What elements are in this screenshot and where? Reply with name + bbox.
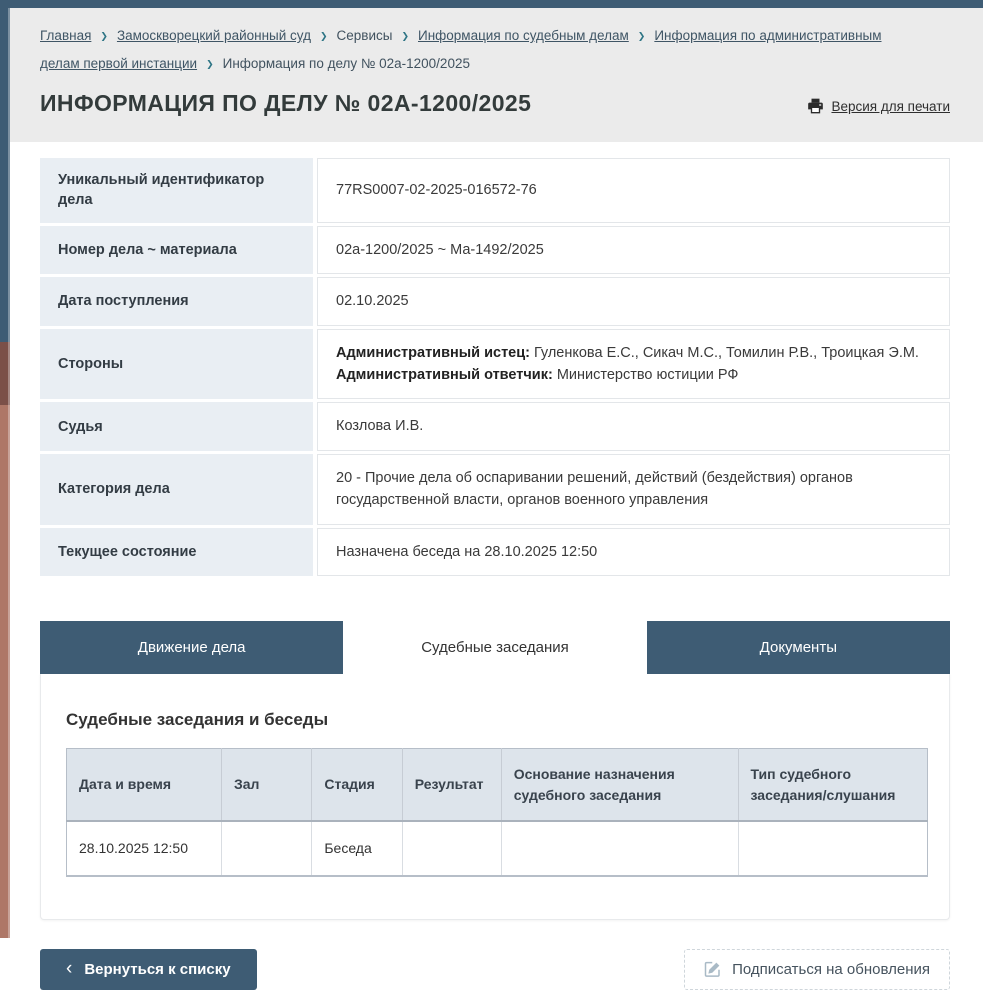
case-info-label: Судья [40, 402, 313, 450]
breadcrumb-link-home[interactable]: Главная [40, 28, 92, 43]
content [10, 142, 983, 990]
chevron-right-icon: ❯ [401, 31, 409, 41]
strip-segment-maroon [0, 342, 10, 405]
judge-name: Козлова И.В. [336, 418, 424, 435]
chevron-right-icon: ❯ [100, 31, 108, 41]
case-info-row-number [40, 226, 950, 274]
session-room [221, 821, 311, 876]
case-info-row-date [40, 277, 950, 325]
case-info-label: Уникальный идентификатор дела [40, 158, 313, 223]
case-info-label: Дата поступления [40, 277, 313, 325]
case-info-value [317, 454, 950, 525]
printer-icon [807, 98, 824, 114]
breadcrumb-link-admin-cases[interactable]: Информация по административным делам первой инстанции [40, 28, 882, 71]
case-uid: 77RS0007-02-2025-016572-76 [336, 182, 537, 199]
breadcrumb-link-court[interactable]: Замоскворецкий районный суд [116, 28, 311, 43]
breadcrumb-item-current: Информация по делу № 02а-1200/2025 [222, 55, 470, 71]
plaintiff-names: Гуленкова Е.С., Сикач М.С., Томилин Р.В., Троицкая Э.М. [529, 344, 919, 361]
tab-court-sessions[interactable]: Судебные заседания [343, 621, 646, 674]
case-category: 20 - Прочие дела об оспаривании решений, действий (бездействия) органов государственной власти, органов военного управления [336, 469, 853, 509]
case-info-value [317, 528, 950, 576]
defendant-names: Министерство юстиции РФ [552, 367, 739, 383]
case-info-label: Стороны [40, 329, 313, 400]
case-info-label: Категория дела [40, 454, 313, 525]
case-info-row-uid [40, 158, 950, 223]
case-info-value [317, 226, 950, 274]
footer-actions [40, 949, 950, 990]
session-result [402, 821, 501, 876]
chevron-right-icon: ❯ [637, 31, 646, 41]
pencil-square-icon [704, 960, 722, 978]
sessions-table [66, 748, 928, 877]
breadcrumb-item-services: Сервисы [336, 28, 393, 43]
case-info-value [317, 402, 950, 450]
print-version-label: Версия для печати [831, 98, 950, 114]
column-header-date: Дата и время [67, 749, 222, 821]
plaintiff-line [336, 342, 931, 364]
strip-segment-blue [0, 0, 10, 342]
session-stage: Беседа [312, 821, 402, 876]
case-info-label: Номер дела ~ материала [40, 226, 313, 274]
title-row [40, 90, 950, 117]
sessions-tab-panel [40, 674, 950, 920]
chevron-left-icon: ‹ [66, 957, 73, 979]
tabs-section [40, 621, 950, 920]
left-edge-strip [0, 0, 10, 965]
breadcrumb [40, 22, 920, 77]
defendant-role-label: Административный ответчик: [336, 367, 553, 383]
column-header-room: Зал [221, 749, 311, 821]
session-date: 28.10.2025 12:50 [67, 821, 222, 876]
case-info-value [317, 329, 950, 400]
page-title: ИНФОРМАЦИЯ ПО ДЕЛУ № 02А-1200/2025 [40, 90, 532, 117]
print-version-link[interactable] [807, 98, 950, 114]
sessions-heading: Судебные заседания и беседы [66, 710, 329, 730]
strip-segment-salmon [0, 405, 10, 938]
defendant-line [336, 364, 931, 386]
case-current-status: Назначена беседа на 28.10.2025 12:50 [336, 543, 598, 560]
case-info-value [317, 158, 950, 223]
page-header [10, 8, 983, 142]
back-to-list-label: Вернуться к списку [84, 960, 231, 978]
column-header-type: Тип судебного заседания/слушания [738, 749, 927, 821]
case-info-row-status [40, 528, 950, 576]
plaintiff-role-label: Административный истец: [336, 344, 530, 361]
main-area [10, 8, 983, 990]
session-basis [501, 821, 738, 876]
case-info-table [40, 158, 950, 576]
tab-bar [40, 621, 950, 674]
tab-documents[interactable]: Документы [647, 621, 950, 674]
back-to-list-button[interactable] [40, 949, 257, 990]
subscribe-updates-label: Подписаться на обновления [732, 960, 930, 978]
column-header-basis: Основание назначения судебного заседания [501, 749, 738, 821]
breadcrumb-link-court-cases[interactable]: Информация по судебным делам [418, 28, 629, 43]
case-info-row-parties [40, 329, 950, 400]
case-info-row-category [40, 454, 950, 525]
chevron-right-icon: ❯ [319, 31, 328, 41]
column-header-stage: Стадия [312, 749, 402, 821]
case-info-label: Текущее состояние [40, 528, 313, 576]
session-row [67, 821, 928, 876]
session-type [738, 821, 927, 876]
case-number: 02а-1200/2025 ~ Ма-1492/2025 [336, 241, 544, 258]
tab-case-movement[interactable]: Движение дела [40, 621, 343, 674]
case-received-date: 02.10.2025 [336, 293, 409, 310]
column-header-result: Результат [402, 749, 501, 821]
chevron-right-icon: ❯ [206, 58, 214, 69]
top-accent-bar [0, 0, 983, 8]
sessions-header-row [67, 749, 928, 821]
case-info-row-judge [40, 402, 950, 450]
subscribe-updates-button[interactable] [684, 949, 950, 990]
case-info-value [317, 277, 950, 325]
